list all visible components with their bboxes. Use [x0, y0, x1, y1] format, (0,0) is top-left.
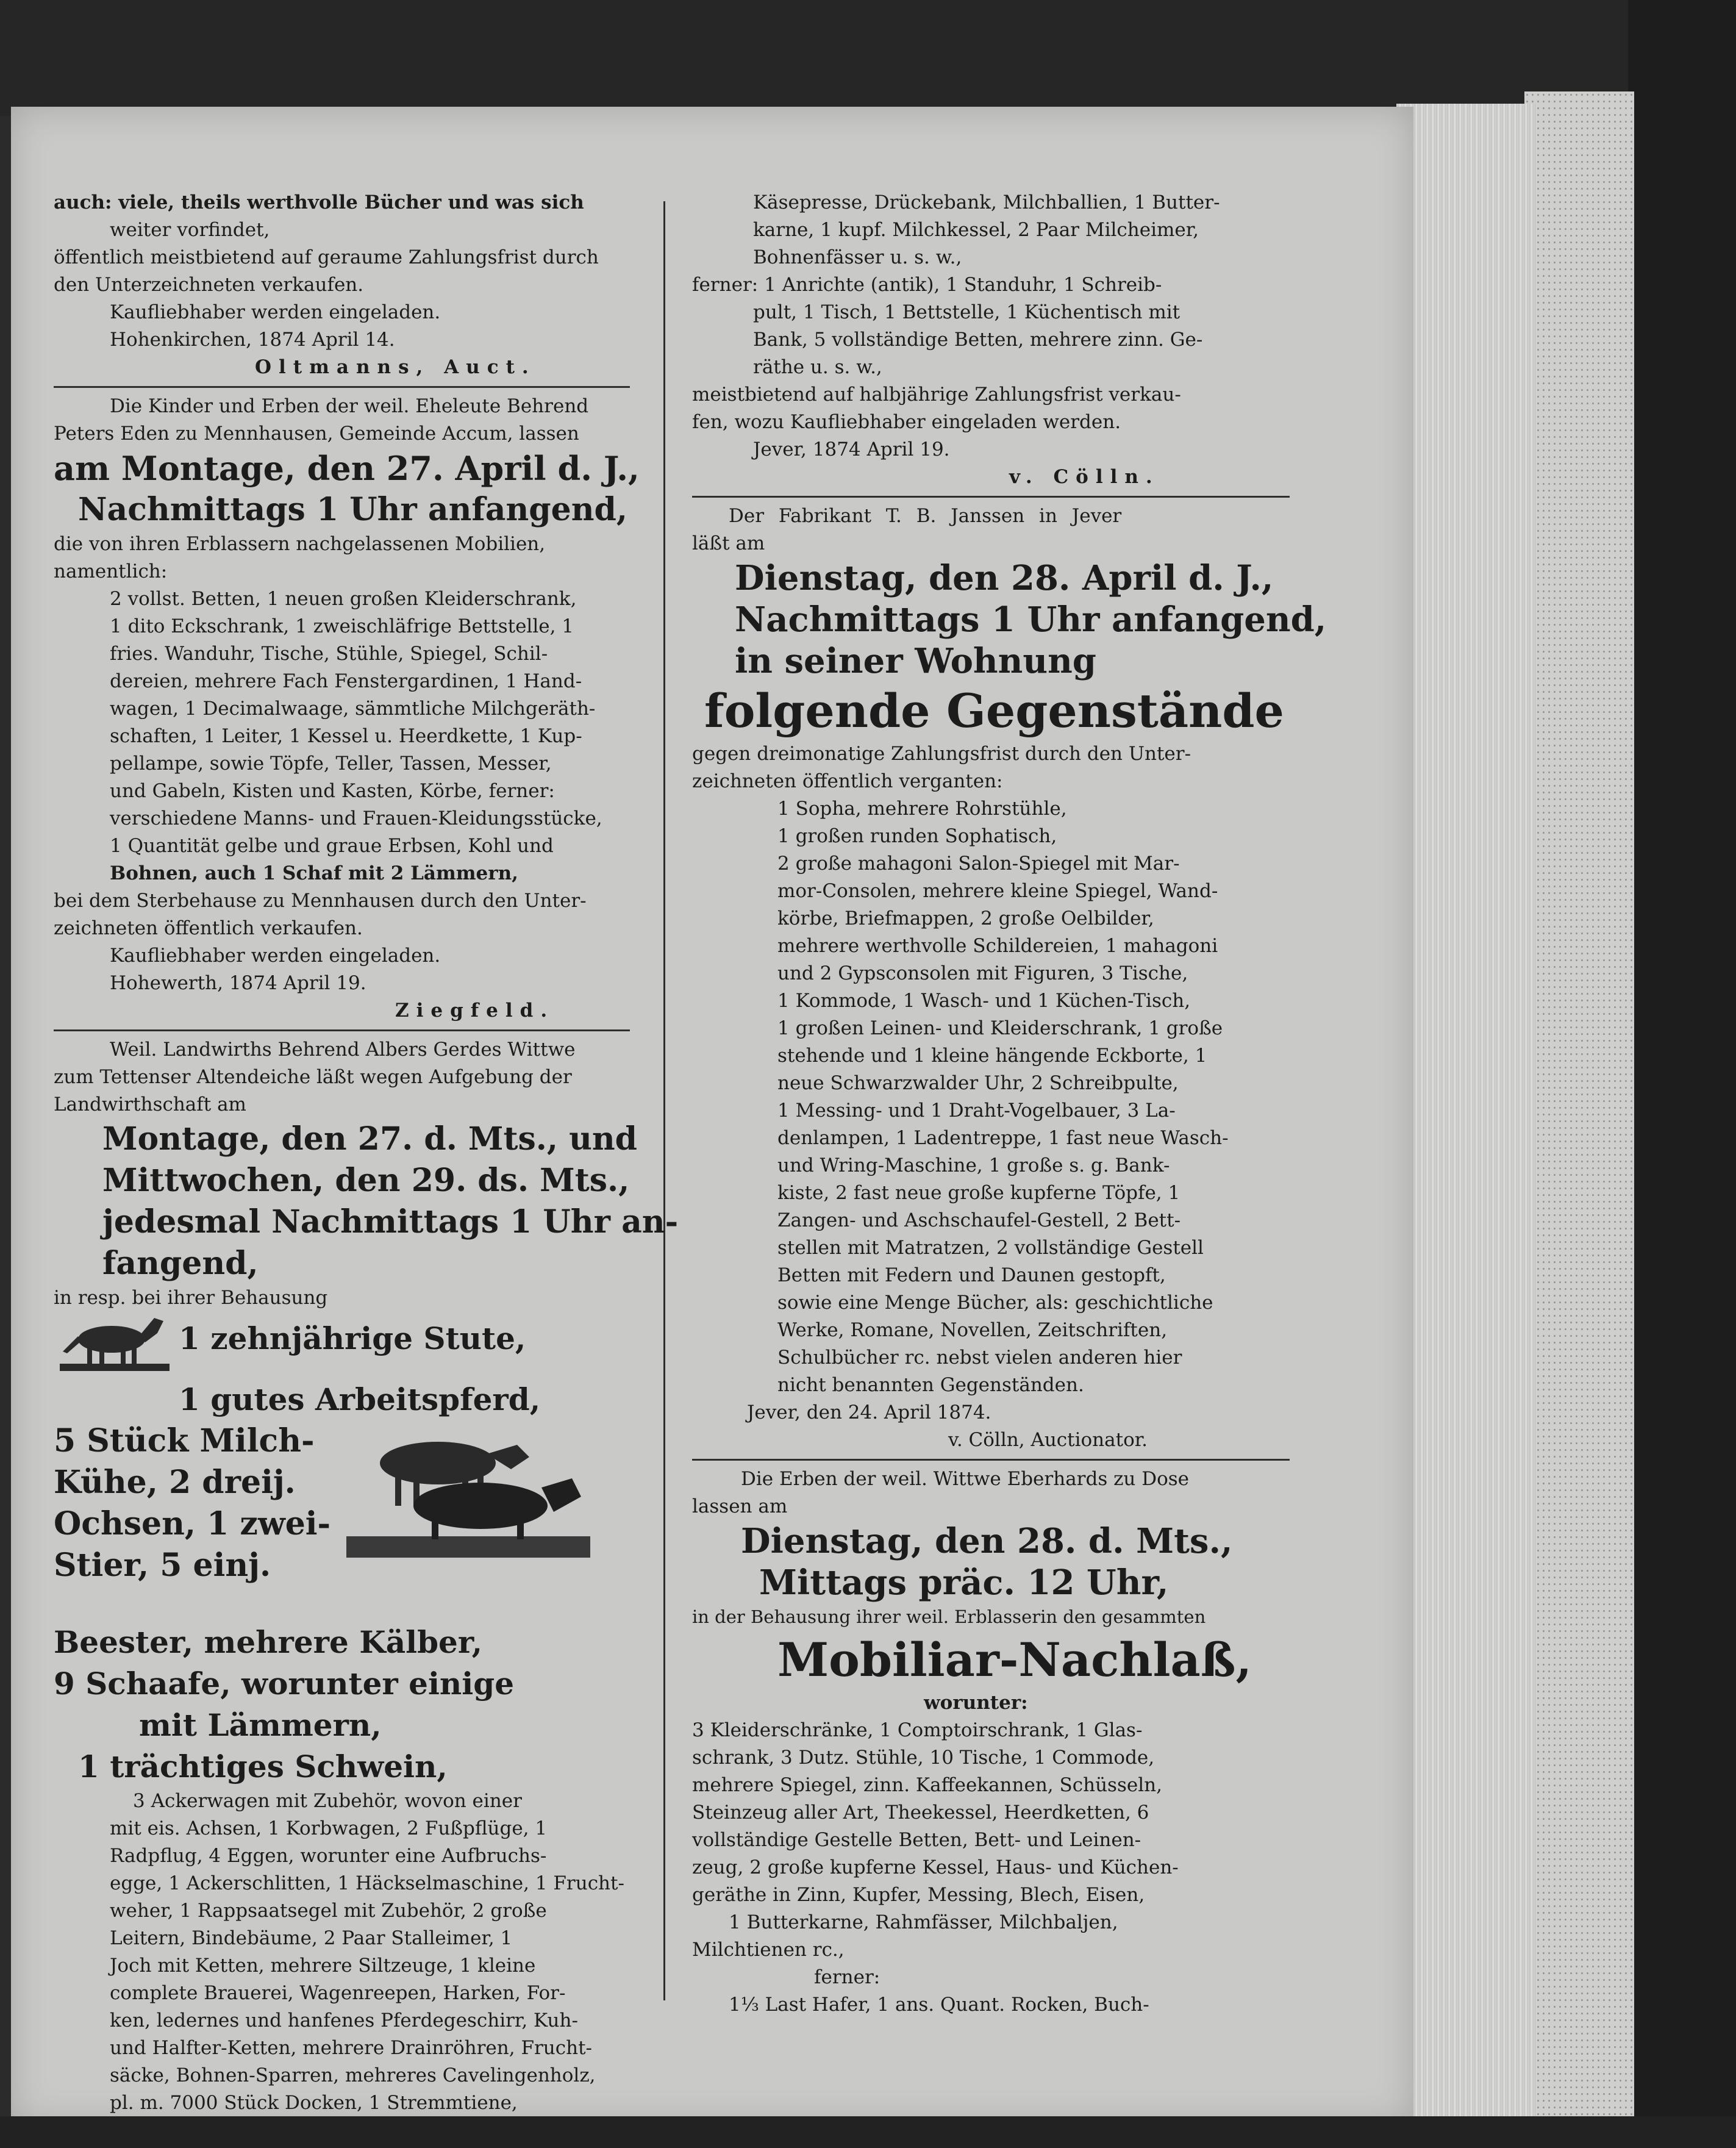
text-line: Zangen- und Aschschaufel-Gestell, 2 Bett-: [777, 1209, 1181, 1231]
text-line: pult, 1 Tisch, 1 Bettstelle, 1 Küchentisch mit: [753, 301, 1181, 323]
text-line: 1⅓ Last Hafer, 1 ans. Quant. Rocken, Buch-: [729, 1994, 1149, 2016]
notice-divider: [692, 1459, 1290, 1461]
text-line: und 2 Gypsconsolen mit Figuren, 3 Tische,: [777, 962, 1188, 984]
text-line: säcke, Bohnen-Sparren, mehreres Cavelingenholz,: [110, 2064, 596, 2086]
text-line: Werke, Romane, Novellen, Zeitschriften,: [777, 1319, 1168, 1341]
scan-backdrop-top: [0, 0, 1736, 116]
text-line: wagen, 1 Decimalwaage, sämmtliche Milchgeräth-: [110, 698, 596, 720]
text-line: räthe u. s. w.,: [753, 356, 882, 378]
text-line: Bank, 5 vollständige Betten, mehrere zinn. Ge-: [753, 329, 1203, 351]
text-line: Kaufliebhaber werden eingeladen.: [110, 301, 441, 323]
animal-line: mit Lämmern,: [139, 1707, 382, 1743]
auction-time: Nachmittags 1 Uhr anfangend,: [78, 491, 627, 528]
text-line: neue Schwarzwalder Uhr, 2 Schreibpulte,: [777, 1072, 1179, 1094]
text-line: lassen am: [692, 1495, 788, 1517]
text-line: und Gabeln, Kisten und Kasten, Körbe, ferner:: [110, 780, 555, 802]
auction-date: Dienstag, den 28. April d. J.,: [735, 558, 1274, 598]
text-line: dereien, mehrere Fach Fenstergardinen, 1 Hand-: [110, 670, 582, 692]
text-line: vollständige Gestelle Betten, Bett- und Leinen-: [692, 1829, 1141, 1851]
text-line: pellampe, sowie Töpfe, Teller, Tassen, Messer,: [110, 753, 552, 775]
text-line: ken, ledernes und hanfenes Pferdegeschirr, Kuh-: [110, 2010, 578, 2032]
right-column: [692, 189, 1327, 2019]
notice-headline: Mobiliar-Nachlaß,: [777, 1633, 1252, 1687]
text-line: Joch mit Ketten, mehrere Siltzeuge, 1 kleine: [110, 1955, 536, 1977]
text-line: in resp. bei ihrer Behausung: [54, 1287, 328, 1309]
text-line: zeichneten öffentlich verkaufen.: [54, 917, 363, 939]
text-line: Der Fabrikant T. B. Janssen in Jever: [729, 505, 1122, 527]
text-line: nicht benannten Gegenständen.: [777, 1374, 1084, 1396]
auction-time: Mittags präc. 12 Uhr,: [759, 1563, 1169, 1603]
text-line: Radpflug, 4 Eggen, worunter eine Aufbruchs-: [110, 1845, 547, 1867]
text-line: Die Erben der weil. Wittwe Eberhards zu Dose: [741, 1468, 1190, 1490]
text-line: schrank, 3 Dutz. Stühle, 10 Tische, 1 Commode,: [692, 1747, 1155, 1769]
animal-line: 1 gutes Arbeitspferd,: [179, 1381, 541, 1417]
text-line: in der Behausung ihrer weil. Erblasserin den gesammten: [692, 1606, 1206, 1627]
text-line: Schulbücher rc. nebst vielen anderen hier: [777, 1347, 1182, 1369]
text-line: Kaufliebhaber werden eingeladen.: [110, 945, 441, 967]
horse-row: [54, 1312, 630, 1379]
text-line: mor-Consolen, mehrere kleine Spiegel, Wand-: [777, 880, 1218, 902]
animal-line: Kühe, 2 dreij.: [54, 1464, 296, 1501]
text-line: Hohenkirchen, 1874 April 14.: [110, 329, 395, 351]
auction-notice-coelln-1: [692, 189, 1290, 491]
text-line: 1 Messing- und 1 Draht-Vogelbauer, 3 La-: [777, 1100, 1176, 1122]
auction-time: jedesmal Nachmittags 1 Uhr an-: [102, 1203, 679, 1240]
text-line: Bohnenfässer u. s. w.,: [753, 246, 962, 268]
text-line: schaften, 1 Leiter, 1 Kessel u. Heerdkette, 1 Kup-: [110, 725, 582, 747]
animal-line: Ochsen, 1 zwei-: [54, 1505, 331, 1542]
left-column: [54, 189, 679, 2117]
text-line: mehrere werthvolle Schildereien, 1 mahagoni: [777, 935, 1218, 957]
cattle-icon: [346, 1420, 590, 1561]
text-line: die von ihren Erblassern nachgelassenen Mobilien,: [54, 533, 546, 555]
horse-icon: [54, 1306, 176, 1379]
text-line: und Wring-Maschine, 1 große s. g. Bank-: [777, 1155, 1170, 1176]
text-line: 1 großen runden Sophatisch,: [777, 825, 1057, 847]
auction-place: in seiner Wohnung: [735, 641, 1096, 681]
animal-line: Stier, 5 einj.: [54, 1547, 271, 1584]
scan-backdrop-bottom: [0, 2116, 1736, 2148]
text-line: Die Kinder und Erben der weil. Eheleute Behrend: [110, 395, 589, 417]
signature: v. Cölln, Auctionator.: [948, 1429, 1148, 1451]
text-line: Peters Eden zu Mennhausen, Gemeinde Accum, lassen: [54, 423, 579, 445]
text-line: denlampen, 1 Ladentreppe, 1 fast neue Wasch-: [777, 1127, 1229, 1149]
auction-date: Montage, den 27. d. Mts., und: [102, 1120, 638, 1158]
text-line: fen, wozu Kaufliebhaber eingeladen werden.: [692, 411, 1121, 433]
text-line: mehrere Spiegel, zinn. Kaffeekannen, Schüsseln,: [692, 1774, 1162, 1796]
notice-divider: [54, 386, 630, 388]
text-line: zeug, 2 große kupferne Kessel, Haus- und Küchen-: [692, 1856, 1179, 1878]
text-line: Leitern, Bindebäume, 2 Paar Stalleimer, 1: [110, 1927, 513, 1949]
text-line: weiter vorfindet,: [110, 219, 270, 241]
auction-notice-eberhards: [692, 1466, 1290, 2019]
cattle-block: [54, 1420, 630, 1622]
text-line: 1 großen Leinen- und Kleiderschrank, 1 große: [777, 1017, 1223, 1039]
scan-backdrop-right: [1628, 0, 1736, 2148]
text-line: Bohnen, auch 1 Schaf mit 2 Lämmern,: [110, 862, 518, 884]
text-line: und Halfter-Ketten, mehrere Drainröhren, Frucht-: [110, 2037, 592, 2059]
text-line: 1 Sopha, mehrere Rohrstühle,: [777, 798, 1067, 820]
signature: Oltmanns, Auct.: [255, 356, 536, 378]
text-line: gegen dreimonatige Zahlungsfrist durch den Unter-: [692, 743, 1191, 765]
animal-line: Beester, mehrere Kälber,: [54, 1624, 482, 1660]
text-line: öffentlich meistbietend auf geraume Zahlungsfrist durch: [54, 246, 599, 268]
signature: Ziegfeld.: [395, 1000, 555, 1022]
text-line: 3 Ackerwagen mit Zubehör, wovon einer: [133, 1790, 522, 1812]
text-line: auch: viele, theils werthvolle Bücher und was sich: [54, 192, 584, 213]
auction-notice-ziegfeld: [54, 393, 640, 1025]
auction-notice-janssen: [692, 503, 1327, 1454]
text-line: 1 dito Eckschrank, 1 zweischläfrige Bettstelle, 1: [110, 615, 574, 637]
text-line: 2 große mahagoni Salon-Spiegel mit Mar-: [777, 853, 1180, 875]
text-line: pl. m. 7000 Stück Docken, 1 Stremmtiene,: [110, 2092, 518, 2114]
text-line: sowie eine Menge Bücher, als: geschichtliche: [777, 1292, 1213, 1314]
text-line: mit eis. Achsen, 1 Korbwagen, 2 Fußpflüge, 1: [110, 1817, 548, 1839]
text-line: worunter:: [924, 1692, 1028, 1714]
animal-line: 5 Stück Milch-: [54, 1422, 315, 1459]
text-line: stehende und 1 kleine hängende Eckborte, 1: [777, 1045, 1207, 1067]
text-line: Jever, den 24. April 1874.: [747, 1402, 991, 1423]
text-line: Jever, 1874 April 19.: [753, 439, 950, 460]
notice-divider: [692, 496, 1290, 498]
signature: v. Cölln.: [1009, 466, 1160, 488]
text-line: verschiedene Manns- und Frauen-Kleidungsstücke,: [110, 807, 602, 829]
text-line: 1 Quantität gelbe und graue Erbsen, Kohl und: [110, 835, 554, 857]
book-cover-edge: [1524, 91, 1634, 2135]
auction-date: am Montage, den 27. April d. J.,: [54, 449, 640, 488]
text-line: 2 vollst. Betten, 1 neuen großen Kleiderschrank,: [110, 588, 577, 610]
column-divider: [663, 201, 665, 2000]
text-line: complete Brauerei, Wagenreepen, Harken, For-: [110, 1982, 566, 2004]
text-line: Hohewerth, 1874 April 19.: [110, 972, 366, 994]
notice-headline: folgende Gegenstände: [704, 684, 1284, 738]
text-line: Betten mit Federn und Daunen gestopft,: [777, 1264, 1166, 1286]
text-line: Landwirthschaft am: [54, 1094, 246, 1115]
text-line: stellen mit Matratzen, 2 vollständige Gestell: [777, 1237, 1204, 1259]
auction-time: fangend,: [102, 1245, 259, 1282]
text-line: läßt am: [692, 532, 765, 554]
auction-time: Nachmittags 1 Uhr anfangend,: [735, 600, 1327, 640]
animal-line: 1 zehnjährige Stute,: [179, 1320, 526, 1356]
text-line: kiste, 2 fast neue große kupferne Töpfe, 1: [777, 1182, 1181, 1204]
notice-divider: [54, 1029, 630, 1031]
auction-date: Dienstag, den 28. d. Mts.,: [741, 1521, 1233, 1561]
text-line: bei dem Sterbehause zu Mennhausen durch den Unter-: [54, 890, 587, 912]
text-line: namentlich:: [54, 560, 168, 582]
text-line: karne, 1 kupf. Milchkessel, 2 Paar Milcheimer,: [753, 219, 1199, 241]
text-line: Steinzeug aller Art, Theekessel, Heerdketten, 6: [692, 1802, 1149, 1824]
text-line: ferner:: [814, 1966, 881, 1988]
text-line: den Unterzeichneten verkaufen.: [54, 274, 364, 296]
text-line: 3 Kleiderschränke, 1 Comptoirschrank, 1 Glas-: [692, 1719, 1143, 1741]
auction-notice-oltmanns: [54, 189, 630, 381]
text-line: weher, 1 Rappsaatsegel mit Zubehör, 2 große: [110, 1900, 547, 1922]
text-line: 1 Butterkarne, Rahmfässer, Milchbaljen,: [729, 1911, 1118, 1933]
auction-notice-gerdes: [54, 1036, 679, 2117]
text-line: zeichneten öffentlich verganten:: [692, 770, 1003, 792]
text-line: meistbietend auf halbjährige Zahlungsfrist verkau-: [692, 384, 1181, 406]
auction-date: Mittwochen, den 29. ds. Mts.,: [102, 1162, 630, 1199]
text-line: fries. Wanduhr, Tische, Stühle, Spiegel, Schil-: [110, 643, 548, 665]
text-line: körbe, Briefmappen, 2 große Oelbilder,: [777, 908, 1154, 929]
text-line: Weil. Landwirths Behrend Albers Gerdes Wittwe: [110, 1039, 576, 1061]
text-line: Käsepresse, Drückebank, Milchballien, 1 Butter-: [753, 192, 1220, 213]
text-line: egge, 1 Ackerschlitten, 1 Häckselmaschine, 1 Frucht-: [110, 1872, 624, 1894]
animal-line: 9 Schaafe, worunter einige: [54, 1666, 515, 1702]
text-line: geräthe in Zinn, Kupfer, Messing, Blech, Eisen,: [692, 1884, 1145, 1906]
text-line: ferner: 1 Anrichte (antik), 1 Standuhr, 1 Schreib-: [692, 274, 1162, 296]
text-line: 1 Kommode, 1 Wasch- und 1 Küchen-Tisch,: [777, 990, 1191, 1012]
text-line: zum Tettenser Altendeiche läßt wegen Aufgebung der: [54, 1066, 572, 1088]
page-stack-edge: [1396, 104, 1537, 2116]
animal-line: 1 trächtiges Schwein,: [78, 1749, 448, 1785]
text-line: Milchtienen rc.,: [692, 1939, 845, 1961]
